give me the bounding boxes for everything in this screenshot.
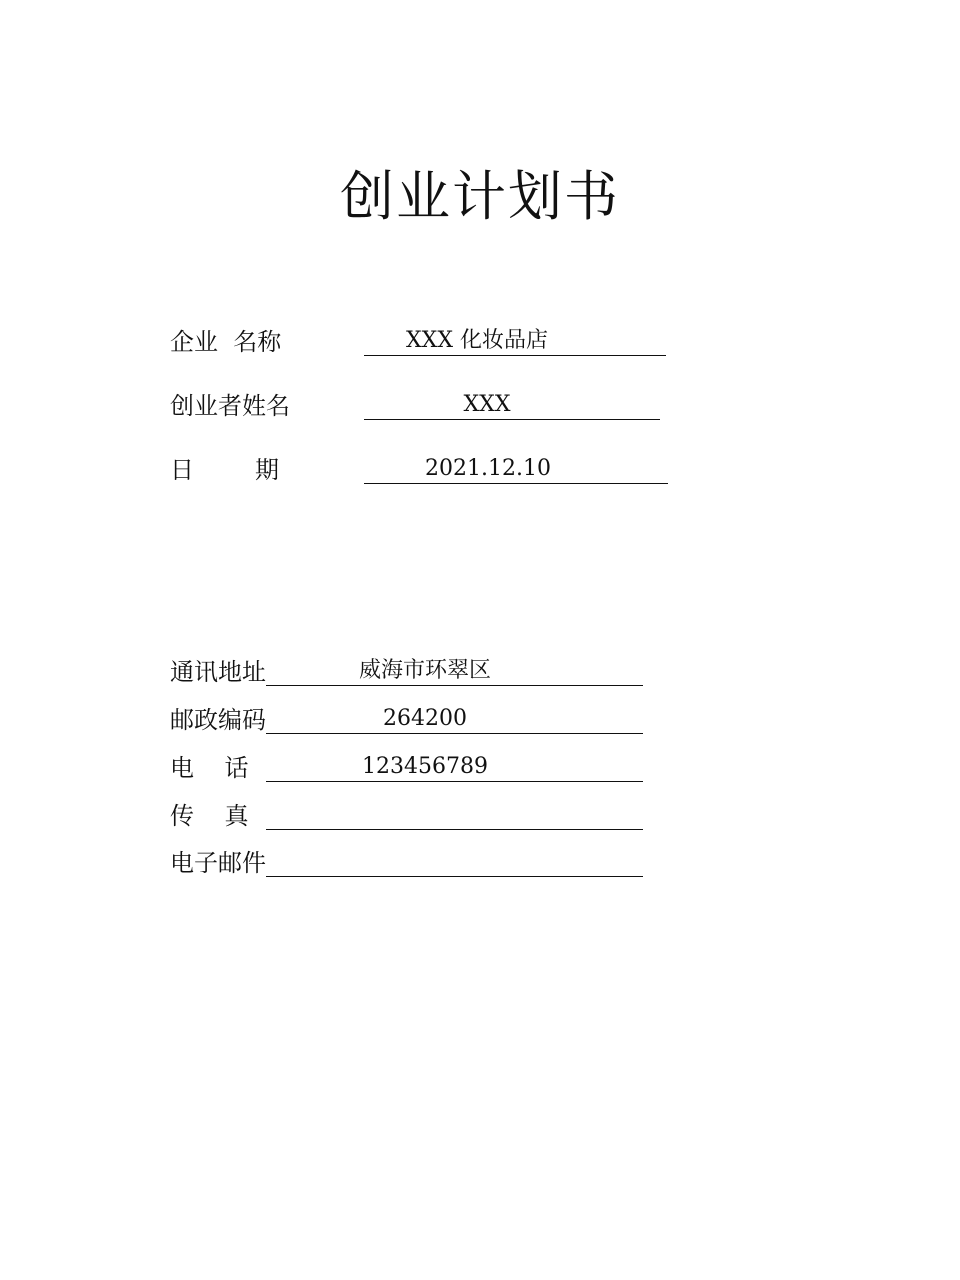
field-label: 通讯地址 [170, 658, 266, 686]
field-value: 123456789 [362, 754, 488, 779]
underline [266, 829, 643, 830]
underline [266, 733, 643, 734]
field-label: 传 真 [170, 802, 249, 830]
field-label: 邮政编码 [170, 706, 266, 734]
field-label: 企业 名称 [170, 328, 282, 356]
field-value: 2021.12.10 [425, 456, 551, 481]
field-value: XXX 化妆品店 [406, 328, 548, 353]
field-value: 威海市环翠区 [358, 658, 491, 683]
underline [364, 355, 666, 356]
underline [364, 419, 660, 420]
field-value: 264200 [383, 706, 467, 731]
field-label: 电 话 [170, 754, 249, 782]
field-value: XXX [463, 392, 511, 417]
underline [266, 781, 643, 782]
field-label: 创业者姓名 [170, 392, 290, 420]
field-label: 日 期 [170, 456, 280, 484]
underline [266, 685, 643, 686]
underline [364, 483, 668, 484]
field-label: 电子邮件 [170, 849, 266, 877]
document-title: 创业计划书 [340, 165, 620, 228]
underline [266, 876, 643, 877]
